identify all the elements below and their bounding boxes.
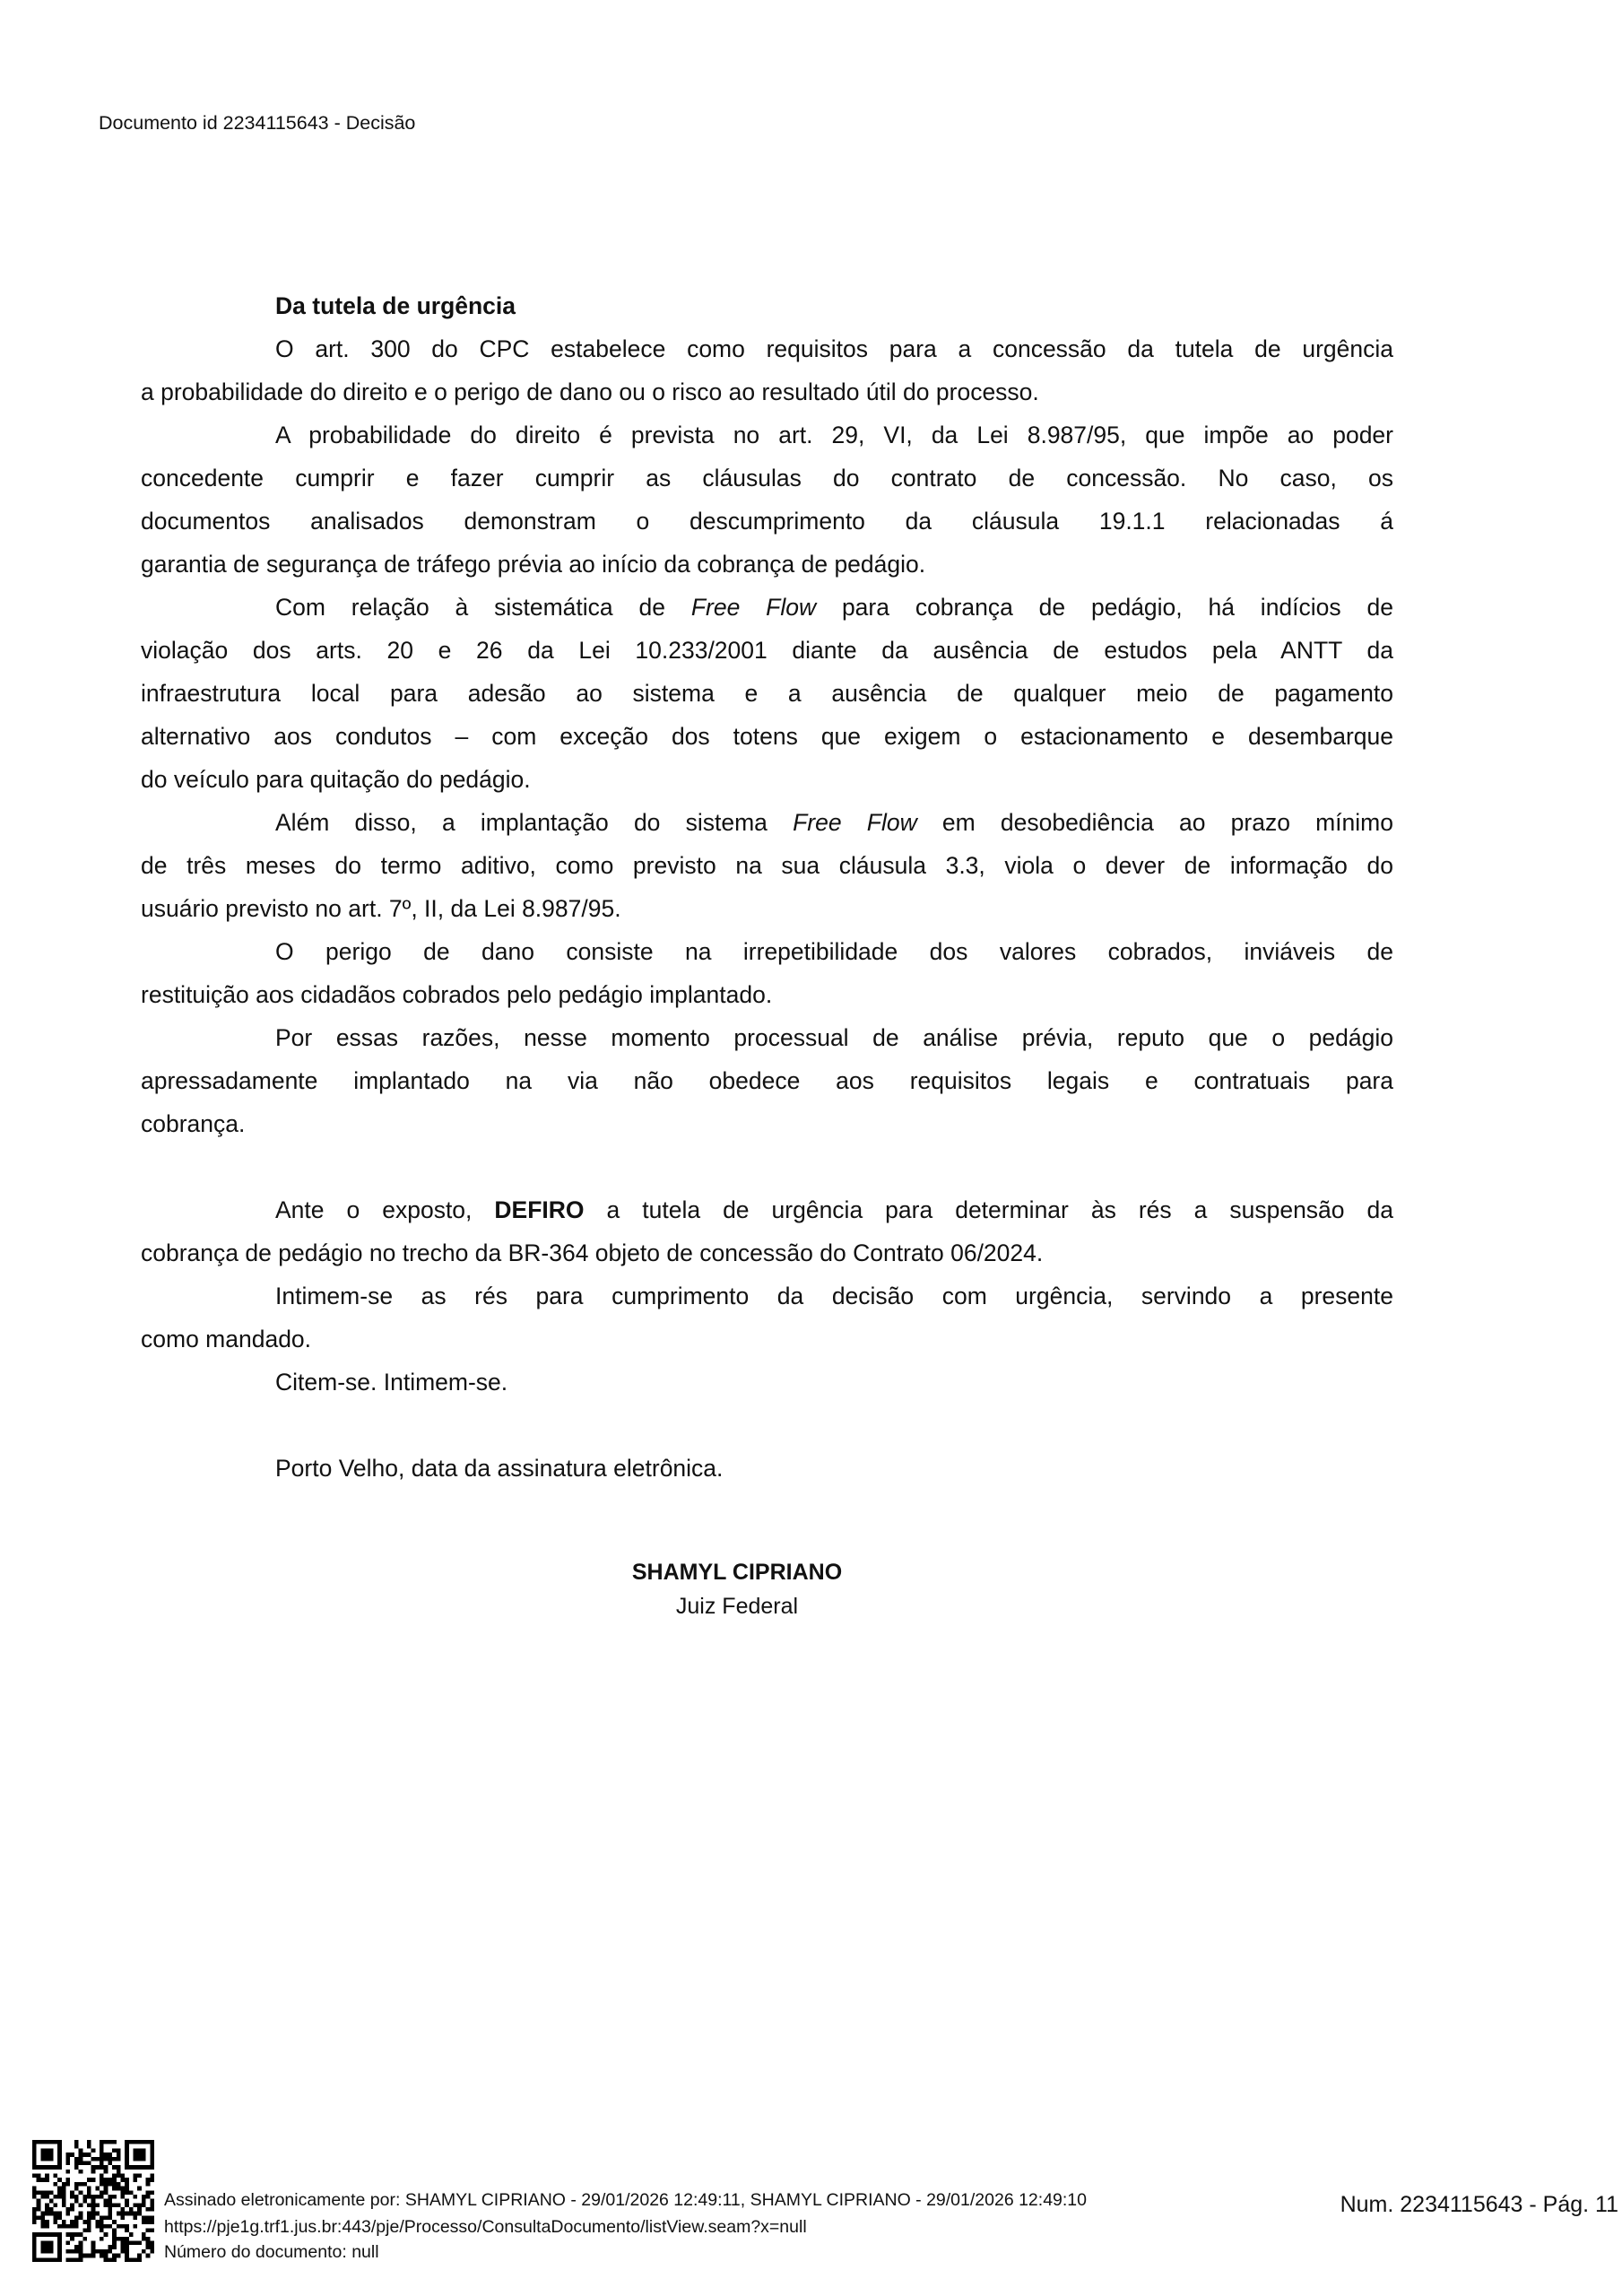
paragraph-line: de três meses do termo aditivo, como previsto na sua cláusula 3.3, viola o dever de informação do	[141, 852, 1393, 879]
paragraph-line: concedente cumprir e fazer cumprir as cláusulas do contrato de concessão. No caso, os	[141, 465, 1393, 491]
paragraph-line	[275, 1196, 1393, 1224]
document-url[interactable]: https://pje1g.trf1.jus.br:443/pje/Processo/ConsultaDocumento/listView.seam?x=null	[164, 2217, 807, 2237]
paragraph-line	[275, 593, 1393, 622]
paragraph-line: cobrança.	[141, 1110, 246, 1137]
paragraph-line: infraestrutura local para adesão ao sistema e a ausência de qualquer meio de pagamento	[141, 680, 1393, 707]
paragraph-line: como mandado.	[141, 1326, 312, 1352]
text-run: em desobediência ao prazo mínimo	[941, 809, 1393, 836]
qr-code-icon[interactable]	[32, 2140, 154, 2262]
paragraph-line: usuário previsto no art. 7º, II, da Lei 8.987/95.	[141, 895, 621, 922]
paragraph-line: a probabilidade do direito e o perigo de dano ou o risco ao resultado útil do processo.	[141, 378, 1039, 405]
italic-term: Free Flow	[793, 809, 917, 836]
paragraph-line: Citem-se. Intimem-se.	[275, 1369, 508, 1396]
page-reference: Num. 2234115643 - Pág. 11	[1340, 2192, 1618, 2217]
italic-term: Free Flow	[690, 594, 817, 621]
text-run: Com relação à sistemática de	[275, 594, 665, 621]
paragraph-line: apressadamente implantado na via não obedece aos requisitos legais e contratuais para	[141, 1067, 1393, 1094]
place-date: Porto Velho, data da assinatura eletrônica.	[275, 1455, 724, 1482]
paragraph-line: restituição aos cidadãos cobrados pelo pedágio implantado.	[141, 981, 773, 1008]
paragraph-line: alternativo aos condutos – com exceção dos totens que exigem o estacionamento e desembarque	[141, 723, 1393, 750]
paragraph-line: O art. 300 do CPC estabelece como requisitos para a concessão da tutela de urgência	[275, 335, 1393, 362]
document-header: Documento id 2234115643 - Decisão	[99, 112, 416, 134]
text-run: a tutela de urgência para determinar às rés a suspensão da	[606, 1196, 1393, 1223]
section-heading: Da tutela de urgência	[275, 292, 516, 319]
signer-role: Juiz Federal	[675, 1594, 799, 1619]
paragraph-line: do veículo para quitação do pedágio.	[141, 766, 531, 793]
paragraph-line: violação dos arts. 20 e 26 da Lei 10.233/2001 diante da ausência de estudos pela ANTT da	[141, 637, 1393, 664]
paragraph-line: cobrança de pedágio no trecho da BR-364 objeto de concessão do Contrato 06/2024.	[141, 1239, 1044, 1266]
text-run: Ante o exposto,	[275, 1196, 473, 1223]
paragraph-line: O perigo de dano consiste na irrepetibilidade dos valores cobrados, inviáveis de	[275, 938, 1393, 965]
paragraph-line: garantia de segurança de tráfego prévia ao início da cobrança de pedágio.	[141, 551, 926, 578]
paragraph-line: A probabilidade do direito é prevista no art. 29, VI, da Lei 8.987/95, que impõe ao poder	[275, 422, 1393, 448]
signer-name: SHAMYL CIPRIANO	[631, 1560, 843, 1585]
paragraph-line: Intimem-se as rés para cumprimento da decisão com urgência, servindo a presente	[275, 1283, 1393, 1309]
document-number: Número do documento: null	[164, 2242, 379, 2262]
paragraph-line: Por essas razões, nesse momento processual de análise prévia, reputo que o pedágio	[275, 1024, 1393, 1051]
text-run: Além disso, a implantação do sistema	[275, 809, 768, 836]
paragraph-line: documentos analisados demonstram o descumprimento da cláusula 19.1.1 relacionadas á	[141, 508, 1393, 535]
signature-info: Assinado eletronicamente por: SHAMYL CIPRIANO - 29/01/2026 12:49:11, SHAMYL CIPRIANO - 29/01/2026 12:49:10	[164, 2190, 1087, 2210]
decision-keyword: DEFIRO	[494, 1196, 585, 1223]
paragraph-line	[275, 808, 1393, 837]
text-run: para cobrança de pedágio, há indícios de	[841, 594, 1393, 621]
